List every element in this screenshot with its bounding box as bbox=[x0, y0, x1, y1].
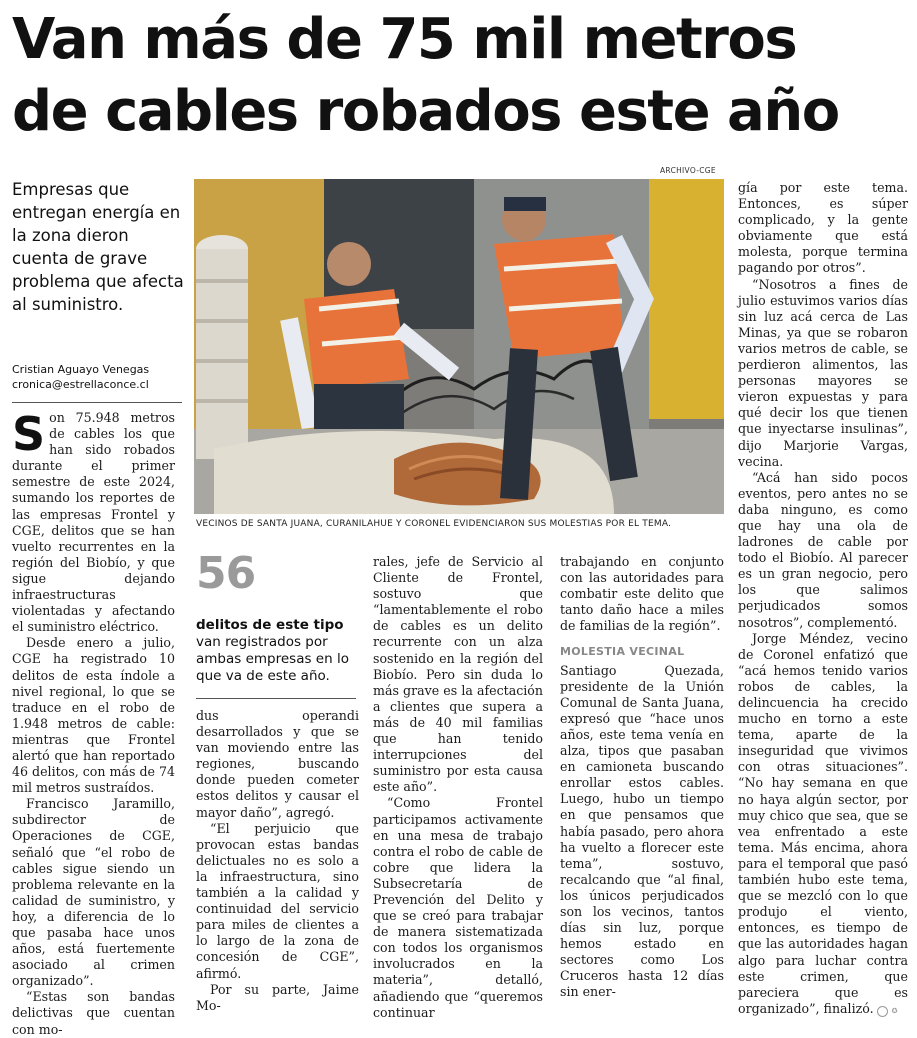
headline-line-1: Van más de 75 mil metros bbox=[12, 7, 797, 72]
author-name: Cristian Aguayo Venegas bbox=[12, 363, 150, 376]
paragraph: rales, jefe de Servicio al Cliente de Frontel, sostuvo que “lamentablemente el robo de cables es un delito recurrente con un alza sostenido en la región del Biobío. Pero sin duda lo más grave es la afectación a clientes que supera a más de 40 mil familias que han tenido interrupciones del suministro por esta causa este año”. bbox=[373, 554, 543, 795]
paragraph: dus operandi desarrollados y que se van moviendo entre las regiones, buscando donde pueden cometer estos delitos y causar el mayor daño”, agregó. bbox=[196, 708, 359, 820]
factbox-bold: delitos de este tipo bbox=[196, 617, 344, 633]
paragraph: “Como Frontel participamos activamente en una mesa de trabajo contra el robo de cable de cobre que lidera la Subsecretaría de Prevención del Delito y que se creó para trabajar de manera sistematizada con todos los organismos involucrados en la materia”, detalló, añadiendo que “queremos continuar bbox=[373, 795, 543, 1020]
paragraph: Santiago Quezada, presidente de la Unión Comunal de Santa Juana, expresó que “hace unos años, este tema venía en alza, tipos que pasaban en camioneta buscando enrollar estos cables. Luego, hubo un tiempo en que pensamos que había pasado, pero ahora ha vuelto a florecer este tema”, sostuvo, recalcando que “al final, los únicos perjudicados son los vecinos, tantos días sin luz, porque hemos estado en sectores como Los Cruceros hasta 12 días sin ener- bbox=[560, 662, 724, 1000]
section-subhead: MOLESTIA VECINAL bbox=[560, 645, 685, 659]
headline-line-2: de cables robados este año bbox=[12, 79, 839, 144]
paragraph: Desde enero a julio, CGE ha registrado 10 delitos de esta índole a nivel regional, lo que se traduce en el robo de 1.948 metros de cable: mientras que Frontel alertó que han reportado 46 delitos, con más de 74 mil metros sustraídos. bbox=[12, 635, 175, 796]
paragraph: “Acá han sido pocos eventos, pero antes no se daba ninguno, es como que hay una ola de ladrones de cable por todo el Biobío. Al parecer es un gran negocio, pero los que salimos perjudicados somos nosotros”, complementó. bbox=[738, 469, 908, 630]
factbox-divider bbox=[196, 698, 356, 699]
article-column-5 bbox=[738, 180, 908, 1017]
factbox-number: 56 bbox=[196, 548, 256, 599]
paragraph: “El perjuicio que provocan estas bandas delictuales no es solo a la infraestructura, sino también a la calidad y continuidad del servicio para miles de clientes a lo largo de la zona de concesión de CGE”, afirmó. bbox=[196, 820, 359, 981]
photo-caption: VECINOS DE SANTA JUANA, CURANILAHUE Y CORONEL EVIDENCIARON SUS MOLESTIAS POR EL TEMA. bbox=[196, 519, 672, 529]
paragraph: trabajando en conjunto con las autoridades para combatir este delito que tanto daño hace a miles de familias de la región”. bbox=[560, 554, 724, 634]
paragraph bbox=[738, 631, 908, 1017]
photo-credit: ARCHIVO-CGE bbox=[660, 166, 716, 175]
byline bbox=[12, 362, 187, 392]
article-column-3 bbox=[373, 554, 543, 1021]
paragraph: Francisco Jaramillo, subdirector de Operaciones de CGE, señaló que “el robo de cables sigue siendo un problema relevante en la calidad de suministro, y hoy, a diferencia de lo que pasaba hace unos años, está fuertemente asociado al crimen organizado”. bbox=[12, 796, 175, 989]
paragraph: “Estas son bandas delictivas que cuentan con mo- bbox=[12, 989, 175, 1037]
author-email: cronica@estrellaconce.cl bbox=[12, 378, 149, 391]
lead-paragraph bbox=[12, 407, 175, 635]
drop-cap: S bbox=[12, 407, 46, 461]
deck-summary: Empresas que entregan energía en la zona dieron cuenta de grave problema que afecta al suministro. bbox=[12, 180, 184, 314]
article-column-1 bbox=[12, 407, 175, 1038]
headline bbox=[12, 4, 912, 148]
paragraph: gía por este tema. Entonces, es súper complicado, y la gente obviamente que está molesta, porque termina pagando por otros”. bbox=[738, 180, 908, 276]
end-mark-icon: ✪ bbox=[877, 1006, 888, 1017]
factbox bbox=[196, 617, 356, 685]
paragraph: “Nosotros a fines de julio estuvimos varios días sin luz acá cerca de Las Minas, ya que se robaron varios metros de cable, se perdieron alimentos, las personas mayores se vieron expuestas y para qué decir los que tienen que inyectarse insulinas”, dijo Marjorie Vargas, vecina. bbox=[738, 276, 908, 469]
paragraph: Por su parte, Jaime Mo- bbox=[196, 981, 359, 1013]
lead-text: on 75.948 metros de cables los que han sido robados durante el primer semestre de este 2024, sumando los reportes de las empresas Frontel y CGE, delitos que se han vuelto recurrentes en la región del Biobío, y que sigue dejando infraestructuras violentadas y afectando el suministro eléctrico. bbox=[12, 410, 175, 635]
news-photo bbox=[194, 179, 724, 514]
byline-divider bbox=[12, 402, 182, 403]
workers-with-cables-illustration bbox=[194, 179, 724, 514]
closing-text: Jorge Méndez, vecino de Coronel enfatizó que “acá hemos tenido varios robos de cables, la delincuencia ha crecido mucho en torno a este tema, aparte de la inseguridad que vivimos con otras situaciones”. “No hay semana en que no haya algún sector, por muy chico que sea, que se vea enfrentado a este tema. Más encima, ahora para el temporal que pasó también hubo este tema, que se mezcló con lo que produjo el viento, entonces, es tiempo de que las autoridades hagan algo para luchar contra este crimen, que pareciera que es organizado”, finalizó. bbox=[738, 630, 908, 1016]
article-column-4 bbox=[560, 554, 724, 1001]
article-column-2 bbox=[196, 708, 359, 1014]
factbox-text: van registrados por ambas empresas en lo que va de este año. bbox=[196, 634, 349, 684]
